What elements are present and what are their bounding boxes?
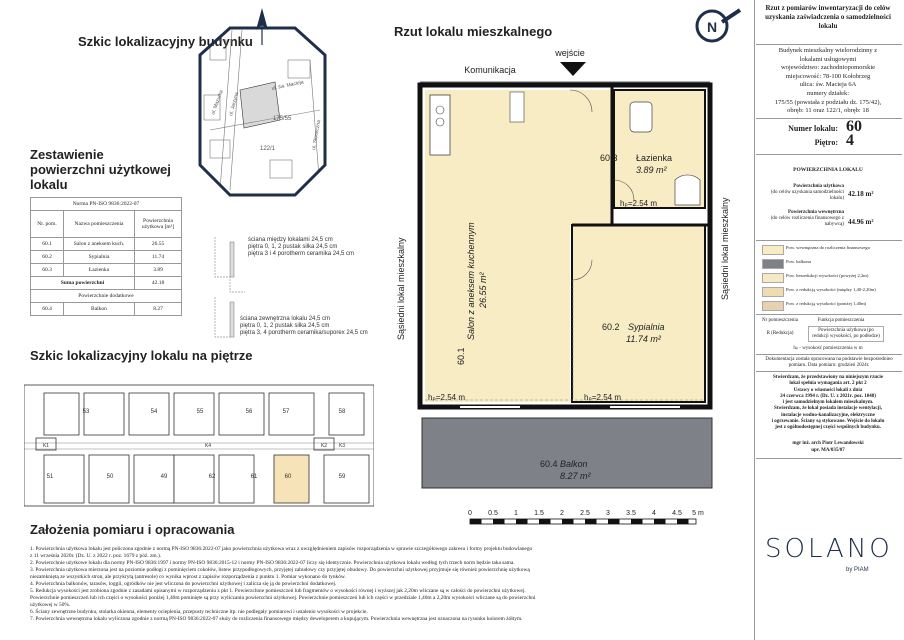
unit-label: 50 — [106, 474, 114, 480]
svg-text:3.5: 3.5 — [626, 510, 636, 517]
room-area: 3.89 m² — [636, 165, 667, 175]
svg-text:2: 2 — [560, 510, 564, 517]
room-nr: 60.2 — [602, 322, 620, 332]
func-r-label: R (Redukcja) — [766, 331, 794, 336]
unit-label: 62 — [208, 474, 216, 480]
svg-text:1.5: 1.5 — [534, 510, 544, 517]
legend-item: Pow. z redukcją wysokości (między 1,40-2,20m) — [756, 286, 904, 297]
height-label: hₚ=2.54 m — [620, 199, 658, 208]
wall-notes: ściana między lokalami 24,5 cm piętra 0, 1, 2 pustak silka 24,5 cm piętra 3 i 4 porotherm ceramika 24,5 cm — [248, 237, 355, 258]
unit-label: 58 — [338, 409, 346, 415]
building-location-map — [180, 0, 360, 205]
unit-label: 53 — [82, 409, 90, 415]
parcel-label: 175/55 — [273, 116, 292, 122]
kitchen-counter — [430, 95, 450, 155]
col-header: Nr. pom. — [31, 211, 64, 238]
func-col-header: Funkcja pomieszczenia — [817, 318, 865, 323]
svg-text:3: 3 — [606, 510, 610, 517]
statement: Stwierdzam, że przedstawiony na niniejszym rzucie lokal spełnia wymagania art. 2 pkt 2 Ustawy o własności lokali z dnia 24 czerwca 1994 r. (Dz. U. z 2021r. poz. 1048) i jest samodzielnym lokalem mieszkalnym. Stwierdzam, że lokal posiada instalacje wentylacji, instalacje wodno-kanalizacyjne, elektryczne i ogrzewanie. Ściany są stykowane. Wejście do lokalu jest z ogólnodostępnej części wspólnych budynku. — [771, 375, 885, 431]
street-label: ul. Słoneczna — [311, 119, 323, 151]
apartment-plan — [390, 40, 745, 520]
unit-label: 61 — [250, 474, 258, 480]
norm-label: Norma PN-ISO 9836:2022-07 — [31, 198, 182, 211]
table-row: 60.2 Sypialnia 11.74 — [31, 251, 182, 264]
table-row: 60.4 Balkon 8.27 — [31, 303, 182, 316]
unit-label: 59 — [338, 474, 346, 480]
internal-area-label: Powierzchnia wewnętrzna (do celów rozliczenia finansowego z nabywcą) — [770, 210, 844, 228]
height-label: hₚ=2.54 m — [584, 393, 622, 402]
floor-sketch-title: Szkic lokalizacyjny lokalu na piętrze — [30, 348, 253, 363]
table-row: 60.3 Łazienka 3.89 — [31, 264, 182, 277]
brand-sub: by PIAM — [846, 567, 869, 573]
room-name: Sypialnia — [628, 322, 665, 332]
room-area: 8.27 m² — [560, 471, 591, 481]
document-title: Rzut z pomiarów inwentaryzacji do celów uzyskania zaświadczenia o samodzielności lokalu — [765, 4, 891, 30]
floor-label: Piętro: — [814, 138, 838, 147]
unit-label: 51 — [46, 474, 54, 480]
legend-item: Pow. balkonu — [756, 258, 904, 269]
street-label: ul. Mazurka — [210, 89, 225, 116]
summary-title: Zestawienie powierzchni użytkowej lokalu — [30, 147, 171, 192]
plan-title: Rzut lokalu mieszkalnego — [394, 24, 553, 39]
compass-icon — [690, 4, 750, 48]
unit-label: 54 — [150, 409, 158, 415]
assumptions-title: Założenia pomiaru i opracowania — [30, 522, 235, 537]
parcel-label: 122/1 — [260, 146, 276, 152]
unit-number: 60 — [846, 118, 862, 135]
usable-area-value: 42.18 m² — [848, 190, 874, 198]
svg-text:4.5: 4.5 — [672, 510, 682, 517]
svg-text:0.5: 0.5 — [488, 510, 498, 517]
areas-title: POWIERZCHNIA LOKALU — [793, 167, 863, 173]
room-name: Łazienka — [636, 153, 673, 163]
room-nr: 60.3 — [600, 153, 618, 163]
svg-text:4: 4 — [652, 510, 656, 517]
toilet-icon — [630, 102, 652, 132]
height-note: hₚ - wysokość pomieszczenia w m — [793, 346, 863, 351]
floor-location-map — [24, 383, 374, 508]
brand-logo: SOLANO — [765, 534, 893, 564]
entrance-arrow-icon — [560, 62, 586, 76]
height-label: hₚ=2.54 m — [428, 393, 466, 402]
room-area: 26.55 m² — [478, 272, 488, 308]
svg-text:N: N — [707, 19, 718, 35]
unit-label: K4 — [204, 443, 212, 449]
svg-text:2.5: 2.5 — [580, 510, 590, 517]
svg-text:0: 0 — [468, 510, 472, 517]
unit-label: 49 — [160, 474, 168, 480]
additional-label: Powierzchnie dodatkowe — [31, 290, 182, 303]
assumptions-list: 1. Powierzchnia użytkowa lokalu jest policzona zgodnie z normą PN-ISO 9836:2022-07 jako powierzchnia użytkowa wraz z uwzględnieniem zapisów rozporządzenia w sprawie szczegółowego zakresu i formy projektu budowlanego z 11 września 2020r. (Dz. U. z 2022 r. poz. 1679 z póź. zm.). 2. Powierzchnie użytkowe lokalu dla normy PN-ISO 9836:1997 i normy PN-ISO 9836:2015-12 i normy PN-ISO 9836:2022-07 liczy się identycznie. Powierzchnia użytkowa lokalu według tych trzech norm będzie taka sama. 3. Powierzchnia użytkowa mierzona jest na poziomie podłogi z pominięciem cokołów, listew przypodłogowych, przyjętej zabudowy czy przyjętej obudowy. Do powierzchni użytkowej przyjmuje się również powierzchnię użytkową niezamkniętą ze wszystkich stron, ale przykrytą (antresole) co wynika wprost z zapisów rozporządzenia z punktu 1. Pomiar wykonano do tynków. 4. Powierzchnia balkonów, tarasów, loggii, ogródków nie jest wliczona do powierzchni użytkowej i zalicza się ją do powierzchni dodatkowej. 5. Redukcja wysokości jest zrobiona zgodnie z zasadami opisanymi w rozporządzeniu z pkt 1. Powierzchnie pomieszczeń lub fragmentów o wysokości równej i wyższej jak 2,20m wliczane są w całości do powierzchni użytkowej. Powierzchnie pomieszczeń lub ich części o wysokości poniżej 1,40m pominięte są przy wyliczaniu powierzchni użytkowej. Powierzchnie pomieszczeń lub ich części w przedziale 1,40m a 2,20m wysokości wliczane są do powierzchni użytkowej w 50%. 6. Ściany zewnętrzne budynku, stolarka okienna, elementy ocieplenia, przepusty techniczne itp. nie podlegały pomiarowi i ustaleniu wysokości w projekcie. 7. Powierzchnia wewnętrzna lokalu wyliczona zgodnie z normą PN-ISO 9836:2022-07 służy do rozliczenia finansowego między deweloperem a kupującym. Powierzchnia wewnętrzna jest oznaczona na rysunku kolorem żółtym. — [30, 546, 536, 622]
svg-text:1: 1 — [514, 510, 518, 517]
unit-label: 60 — [284, 474, 292, 480]
func-r-value: Powierzchnia użytkowa (po redukcji wysokości, po podłodze) — [808, 326, 884, 342]
room-area: 11.74 m² — [626, 334, 661, 344]
building-sketch-title: Szkic lokalizacyjny budynku — [78, 34, 253, 49]
legend-item: Pow. z redukcją wysokości (poniżej 1,40m) — [756, 300, 904, 311]
street-label: ul. św. Macieja — [271, 79, 305, 92]
room-name: Balkon — [560, 459, 588, 469]
legend-item: Pow. bezredukcji wysokości (powyżej 2,2m) — [756, 272, 904, 283]
table-row: 60.1 Salon z aneksem kuch. 26.55 — [31, 238, 182, 251]
usable-area-label: Powierzchnia użytkowa (do celów uzyskania samodzielności lokalu) — [770, 184, 844, 202]
col-header: Nazwa pomieszczenia — [64, 211, 135, 238]
room-name: Salon z aneksem kuchennym — [466, 222, 476, 340]
unit-label: K2 — [320, 443, 328, 449]
internal-area-value: 44.96 m² — [848, 218, 874, 226]
room-nr: 60.1 — [456, 347, 466, 365]
shower-icon — [675, 175, 700, 205]
street-label: ul. Jarzyna — [228, 91, 241, 117]
unit-label: 55 — [196, 409, 204, 415]
signature: mgr inż. arch Piotr Lewandowski upr. MA/035/07 — [792, 441, 864, 453]
unit-number-label: Numer lokalu: — [788, 124, 838, 133]
unit-label: 57 — [282, 409, 290, 415]
func-col-header: Nr pomieszczenia — [762, 318, 798, 323]
legend-item: Pow. wewnętrzna do rozliczenia finansowego — [756, 244, 904, 255]
area-table — [30, 197, 182, 316]
neighbor-left-label: Sąsiedni lokal mieszkalny — [396, 237, 406, 340]
sum-row: Suma powierzchni 42.18 — [31, 277, 182, 290]
building-description: Budynek mieszkalny wielorodzinny z lokalami usługowymi województwo: zachodniopomorskie miejscowość: 78-100 Kołobrzeg ulica: św. Macieja 6A numery działek: 175/55 (powstała z podziału dz. 175/42), obręb: 11 oraz 122/1, obręb: 18 — [774, 47, 882, 115]
svg-text:5 m: 5 m — [692, 510, 704, 517]
entrance-label: wejście — [555, 48, 585, 58]
col-header: Powierzchnia użytkowa [m²] — [135, 211, 182, 238]
scale-bar — [466, 503, 706, 527]
room-nr: 60.4 — [540, 459, 558, 469]
room-bedroom — [572, 225, 705, 402]
unit-label: K1 — [42, 443, 50, 449]
wall-notes-ext: ściana zewnętrzna lokalu 24,5 cm piętra 0, 1, 2 pustak silka 24,5 cm piętra 3, 4 porotherm ceramika/suporex 24,5 cm — [240, 316, 368, 337]
corridor-label: Komunikacja — [464, 65, 516, 75]
unit-label: 56 — [245, 409, 253, 415]
unit-label: K3 — [338, 443, 346, 449]
neighbor-right-label: Sąsiedni lokal mieszkalny — [720, 197, 730, 300]
documentation-note: Dokumentacja została opracowana na podstawie bezpośrednieo pomiaru. Data pomiaru: grudzień 2024r. — [765, 357, 893, 368]
floor-number: 4 — [846, 132, 854, 149]
